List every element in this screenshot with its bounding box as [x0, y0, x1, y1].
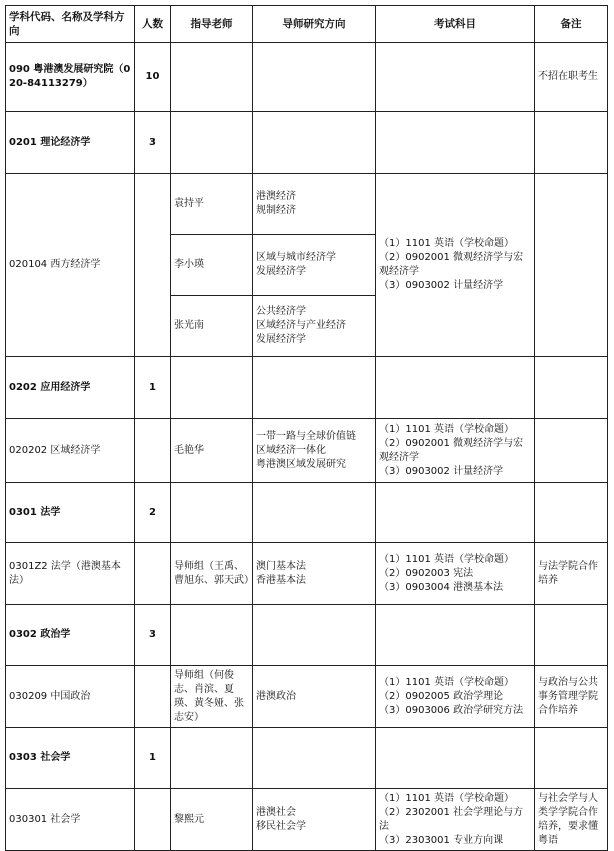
- research-direction-cell: 一带一路与全球价值链 区域经济一体化 粤港澳区域发展研究: [253, 419, 376, 483]
- table-row: [6, 666, 608, 728]
- subject-code-cell: 020202 区域经济学: [6, 419, 135, 483]
- enrollment-count: 1: [135, 357, 171, 419]
- advisor-cell: 毛艳华: [171, 419, 253, 483]
- exam-subjects-cell: （1）1101 英语（学校命题） （2）0902001 微观经济学与宏观经济学 （3）0903002 计量经济学: [376, 419, 535, 483]
- table-row: [6, 483, 608, 543]
- subject-code-cell: 0201 理论经济学: [6, 112, 135, 174]
- remark-cell: 不招在职考生: [535, 43, 608, 112]
- subject-code-cell: 0301 法学: [6, 483, 135, 543]
- table-row: [6, 728, 608, 789]
- enrollment-count: 2: [135, 483, 171, 543]
- advisor-cell: 袁持平: [171, 174, 253, 235]
- header-direction: 导师研究方向: [253, 6, 376, 43]
- advisor-cell: 导师组（何俊志、肖滨、夏瑛、黄冬娅、张志安）: [171, 666, 253, 728]
- subject-code-cell: 0202 应用经济学: [6, 357, 135, 419]
- advisor-cell: 张光南: [171, 296, 253, 357]
- header-exam: 考试科目: [376, 6, 535, 43]
- exam-subjects-cell: （1）1101 英语（学校命题） （2）0902001 微观经济学与宏观经济学 （3）0903002 计量经济学: [376, 174, 535, 357]
- advisor-cell: 导师组（王禹、曹旭东、郭天武）: [171, 543, 253, 605]
- research-direction-cell: 区域与城市经济学 发展经济学: [253, 235, 376, 296]
- subject-code-cell: 020104 西方经济学: [6, 174, 135, 357]
- table-row: [6, 174, 608, 235]
- advisor-cell: 黎熙元: [171, 789, 253, 851]
- research-direction-cell: 公共经济学 区域经济与产业经济 发展经济学: [253, 296, 376, 357]
- subject-code-cell: 030301 社会学: [6, 789, 135, 851]
- research-direction-cell: 澳门基本法 香港基本法: [253, 543, 376, 605]
- research-direction-cell: 港澳社会 移民社会学: [253, 789, 376, 851]
- header-row: [6, 6, 608, 43]
- header-code-name: 学科代码、名称及学科方向: [6, 6, 135, 43]
- header-note: 备注: [535, 6, 608, 43]
- exam-subjects-cell: （1）1101 英语（学校命题） （2）0902003 宪法 （3）0903004 港澳基本法: [376, 543, 535, 605]
- enrollment-count: 1: [135, 728, 171, 789]
- header-advisor: 指导老师: [171, 6, 253, 43]
- table-row: [6, 357, 608, 419]
- enrollment-count: 10: [135, 43, 171, 112]
- header-count: 人数: [135, 6, 171, 43]
- remark-cell: 与政治与公共事务管理学院合作培养: [535, 666, 608, 728]
- table-row: [6, 419, 608, 483]
- exam-subjects-cell: （1）1101 英语（学校命题） （2）2302001 社会学理论与方法 （3）2303001 专业方向课: [376, 789, 535, 851]
- research-direction-cell: 港澳政治: [253, 666, 376, 728]
- enrollment-count: 3: [135, 112, 171, 174]
- remark-cell: 与社会学与人类学学院合作培养，要求懂粤语: [535, 789, 608, 851]
- subject-code-cell: 030209 中国政治: [6, 666, 135, 728]
- exam-subjects-cell: （1）1101 英语（学校命题） （2）0902005 政治学理论 （3）0903006 政治学研究方法: [376, 666, 535, 728]
- research-direction-cell: 港澳经济 规制经济: [253, 174, 376, 235]
- table-row: [6, 543, 608, 605]
- enrollment-count: 3: [135, 605, 171, 666]
- subject-code-cell: 090 粤港澳发展研究院（020-84113279）: [6, 43, 135, 112]
- subject-code-cell: 0301Z2 法学（港澳基本法）: [6, 543, 135, 605]
- table-row: [6, 43, 608, 112]
- admissions-table: [5, 5, 608, 851]
- advisor-cell: 李小瑛: [171, 235, 253, 296]
- remark-cell: 与法学院合作培养: [535, 543, 608, 605]
- subject-code-cell: 0303 社会学: [6, 728, 135, 789]
- table-row: [6, 789, 608, 851]
- subject-code-cell: 0302 政治学: [6, 605, 135, 666]
- table-row: [6, 605, 608, 666]
- table-row: [6, 112, 608, 174]
